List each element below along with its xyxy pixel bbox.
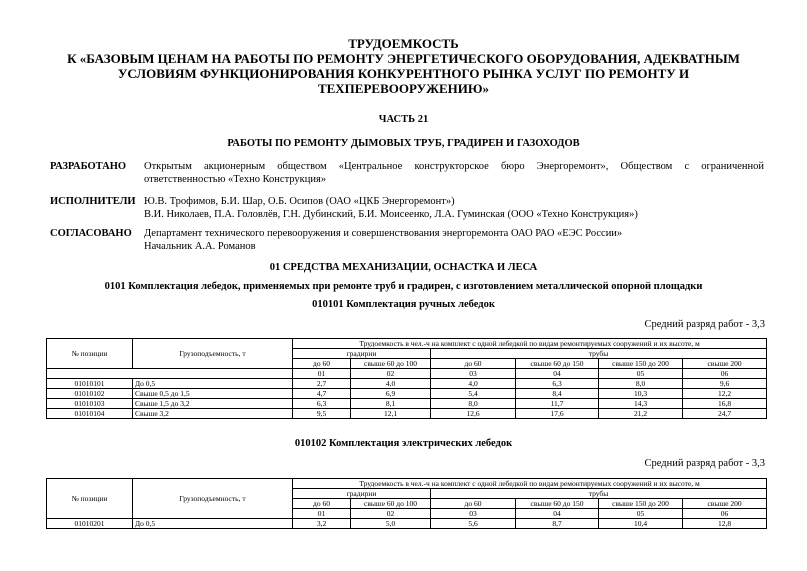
executors-line-1: Ю.В. Трофимов, Б.И. Шар, О.Б. Осипов (ОАО «ЦКБ Энергоремонт») bbox=[144, 196, 455, 207]
column-code: 06 bbox=[683, 509, 767, 519]
title-line-2: К «БАЗОВЫМ ЦЕНАМ НА РАБОТЫ ПО РЕМОНТУ ЭНЕРГЕТИЧЕСКОГО ОБОРУДОВАНИЯ, АДЕКВАТНЫМ bbox=[67, 51, 740, 66]
value-cell: 5,0 bbox=[351, 519, 431, 529]
value-cell: 12,8 bbox=[683, 519, 767, 529]
table-2-rank: Средний разряд работ - 3,3 bbox=[644, 458, 765, 469]
header-height-6: свыше 200 bbox=[683, 499, 767, 509]
column-code: 05 bbox=[599, 369, 683, 379]
table-2-title: 010102 Комплектация электрических лебедок bbox=[294, 438, 513, 449]
capacity-cell: Свыше 3,2 bbox=[133, 409, 293, 419]
value-cell: 4,7 bbox=[293, 389, 351, 399]
section-heading: 01 СРЕДСТВА МЕХАНИЗАЦИИ, ОСНАСТКА И ЛЕСА bbox=[269, 262, 538, 273]
position-cell: 01010101 bbox=[47, 379, 133, 389]
developed-block bbox=[50, 160, 766, 188]
header-height-1: до 60 bbox=[293, 359, 351, 369]
table-row bbox=[47, 379, 767, 389]
column-code: 03 bbox=[431, 369, 516, 379]
column-code: 04 bbox=[516, 509, 599, 519]
value-cell: 3,2 bbox=[293, 519, 351, 529]
header-labor: Трудоемкость в чел.-ч на комплект с одной лебедкой по видам ремонтируемых сооружений и их высоте, м bbox=[293, 339, 767, 349]
header-height-4: свыше 60 до 150 bbox=[516, 499, 599, 509]
approved-block bbox=[50, 227, 766, 255]
column-code: 04 bbox=[516, 369, 599, 379]
value-cell: 12,2 bbox=[683, 389, 767, 399]
position-cell: 01010104 bbox=[47, 409, 133, 419]
value-cell: 12,6 bbox=[431, 409, 516, 419]
part-number: ЧАСТЬ 21 bbox=[378, 114, 429, 125]
header-height-5: свыше 150 до 200 bbox=[599, 499, 683, 509]
value-cell: 6,3 bbox=[516, 379, 599, 389]
value-cell: 6,3 bbox=[293, 399, 351, 409]
value-cell: 4,0 bbox=[351, 379, 431, 389]
value-cell: 8,0 bbox=[431, 399, 516, 409]
table-row bbox=[47, 389, 767, 399]
capacity-cell: Свыше 0,5 до 1,5 bbox=[133, 389, 293, 399]
header-height-5: свыше 150 до 200 bbox=[599, 359, 683, 369]
approved-line-2: Начальник А.А. Романов bbox=[144, 241, 256, 252]
header-capacity: Грузоподъемность, т bbox=[133, 479, 293, 519]
header-height-2: свыше 60 до 100 bbox=[351, 359, 431, 369]
value-cell: 16,8 bbox=[683, 399, 767, 409]
part-subtitle: РАБОТЫ ПО РЕМОНТУ ДЫМОВЫХ ТРУБ, ГРАДИРЕН И ГАЗОХОДОВ bbox=[227, 138, 580, 149]
executors-line-2: В.И. Николаев, П.А. Головлёв, Г.Н. Дубинский, Б.И. Моисеенко, Л.А. Гуминская (ООО «Техно Конструкция») bbox=[144, 209, 638, 220]
header-pipes: трубы bbox=[431, 349, 767, 359]
value-cell: 11,7 bbox=[516, 399, 599, 409]
capacity-cell: До 0,5 bbox=[133, 379, 293, 389]
title-line-4: ТЕХПЕРЕВООРУЖЕНИЮ» bbox=[317, 81, 490, 96]
header-height-2: свыше 60 до 100 bbox=[351, 499, 431, 509]
position-cell: 01010102 bbox=[47, 389, 133, 399]
column-code: 06 bbox=[683, 369, 767, 379]
header-cooling-towers: градирни bbox=[293, 349, 431, 359]
developed-label: РАЗРАБОТАНО bbox=[50, 161, 127, 172]
value-cell: 10,3 bbox=[599, 389, 683, 399]
value-cell: 8,7 bbox=[516, 519, 599, 529]
column-code: 05 bbox=[599, 509, 683, 519]
value-cell: 12,1 bbox=[351, 409, 431, 419]
title-line-3: УСЛОВИЯМ ФУНКЦИОНИРОВАНИЯ КОНКУРЕНТНОГО РЫНКА УСЛУГ ПО РЕМОНТУ И bbox=[117, 66, 690, 81]
table-row bbox=[47, 409, 767, 419]
header-pipes: трубы bbox=[431, 489, 767, 499]
header-capacity: Грузоподъемность, т bbox=[133, 339, 293, 369]
capacity-cell: Свыше 1,5 до 3,2 bbox=[133, 399, 293, 409]
developed-line-2: ответственностью «Техно Конструкция» bbox=[144, 174, 327, 185]
value-cell: 9,6 bbox=[683, 379, 767, 389]
executors-block bbox=[50, 195, 766, 223]
value-cell: 10,4 bbox=[599, 519, 683, 529]
approved-label: СОГЛАСОВАНО bbox=[50, 228, 132, 239]
table-row bbox=[47, 399, 767, 409]
header-labor: Трудоемкость в чел.-ч на комплект с одной лебедкой по видам ремонтируемых сооружений и их высоте, м bbox=[293, 479, 767, 489]
header-position: № позиции bbox=[47, 479, 133, 519]
header-height-3: до 60 bbox=[431, 359, 516, 369]
column-code: 02 bbox=[351, 509, 431, 519]
value-cell: 14,3 bbox=[599, 399, 683, 409]
value-cell: 5,4 bbox=[431, 389, 516, 399]
title-line-1: ТРУДОЕМКОСТЬ bbox=[348, 36, 459, 51]
value-cell: 8,0 bbox=[599, 379, 683, 389]
header-height-3: до 60 bbox=[431, 499, 516, 509]
value-cell: 6,9 bbox=[351, 389, 431, 399]
value-cell: 17,6 bbox=[516, 409, 599, 419]
header-height-4: свыше 60 до 150 bbox=[516, 359, 599, 369]
table-electric-winches bbox=[46, 478, 767, 529]
value-cell: 21,2 bbox=[599, 409, 683, 419]
column-code: 01 bbox=[293, 369, 351, 379]
document-title bbox=[0, 36, 807, 96]
column-code-row bbox=[47, 369, 767, 379]
developed-line-1: Открытым акционерным обществом «Центральное конструкторское бюро Энергоремонт», Обществом с ограниченной bbox=[144, 161, 764, 172]
value-cell: 8,4 bbox=[516, 389, 599, 399]
value-cell: 24,7 bbox=[683, 409, 767, 419]
value-cell: 9,5 bbox=[293, 409, 351, 419]
column-code: 02 bbox=[351, 369, 431, 379]
approved-line-1: Департамент технического перевооружения и совершенствования энергоремонта ОАО РАО «ЕЭС России» bbox=[144, 228, 623, 239]
value-cell: 2,7 bbox=[293, 379, 351, 389]
column-code: 03 bbox=[431, 509, 516, 519]
executors-label: ИСПОЛНИТЕЛИ bbox=[50, 196, 136, 207]
table-1-rank: Средний разряд работ - 3,3 bbox=[644, 319, 765, 330]
position-cell: 01010201 bbox=[47, 519, 133, 529]
table-row bbox=[47, 519, 767, 529]
value-cell: 8,1 bbox=[351, 399, 431, 409]
header-height-6: свыше 200 bbox=[683, 359, 767, 369]
capacity-cell: До 0,5 bbox=[133, 519, 293, 529]
table-manual-winches bbox=[46, 338, 767, 419]
column-code: 01 bbox=[293, 509, 351, 519]
header-position: № позиции bbox=[47, 339, 133, 369]
table-1-title: 010101 Комплектация ручных лебедок bbox=[312, 299, 495, 310]
position-cell: 01010103 bbox=[47, 399, 133, 409]
value-cell: 4,0 bbox=[431, 379, 516, 389]
header-height-1: до 60 bbox=[293, 499, 351, 509]
value-cell: 5,6 bbox=[431, 519, 516, 529]
header-cooling-towers: градирни bbox=[293, 489, 431, 499]
subsection-heading: 0101 Комплектация лебедок, применяемых при ремонте труб и градирен, с изготовлением металлической опорной площадки bbox=[104, 281, 703, 292]
